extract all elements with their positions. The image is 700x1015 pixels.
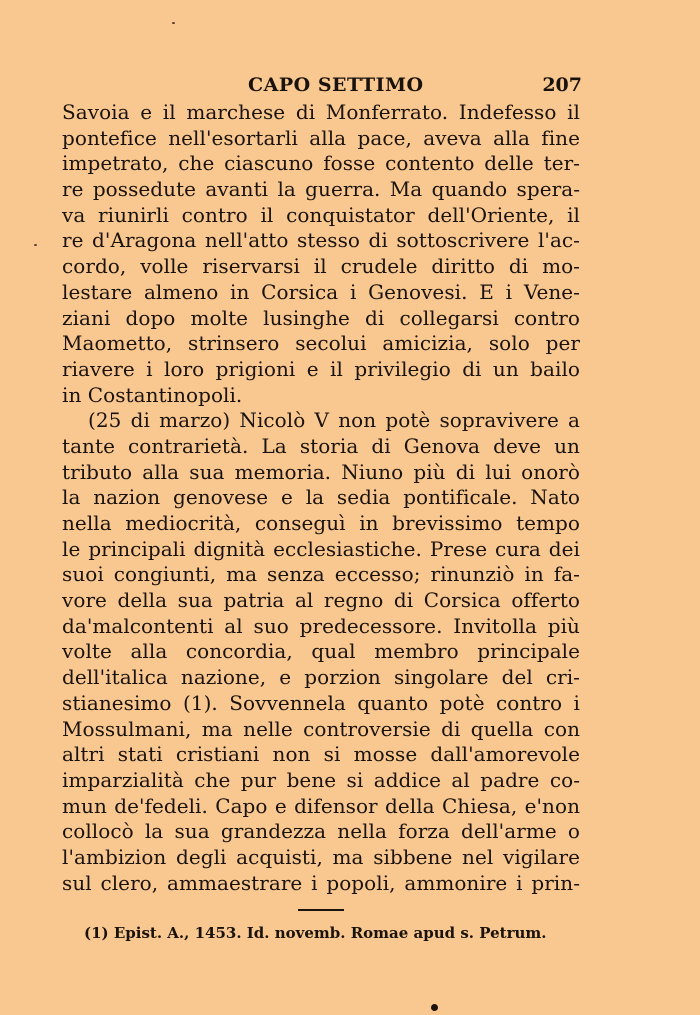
text-line: tante contrarietà. La storia di Genova deve un xyxy=(62,433,580,458)
text-line: (25 di marzo) Nicolò V non potè sopravivere a xyxy=(88,408,580,433)
text-line: riavere i loro prigioni e il privilegio di un bailo xyxy=(62,356,580,381)
text-line: volte alla concordia, qual membro principale xyxy=(62,639,580,664)
text-line: re possedute avanti la guerra. Ma quando spera- xyxy=(62,177,580,202)
text-line: da'malcontenti al suo predecessore. Invitolla più xyxy=(62,613,580,638)
page-header xyxy=(62,70,580,100)
footnote: (1) Epist. A., 1453. Id. novemb. Romae apud s. Petrum. xyxy=(84,924,547,943)
text-line: dell'italica nazione, e porzion singolare del cri- xyxy=(62,665,580,690)
text-line: tributo alla sua memoria. Niuno più di lui onorò xyxy=(62,459,580,484)
book-page xyxy=(62,70,580,942)
text-line: in Costantinopoli. xyxy=(62,382,243,407)
text-line: collocò la sua grandezza nella forza dell'arme o xyxy=(62,819,580,844)
page-number: 207 xyxy=(542,74,582,96)
text-line: le principali dignità ecclesiastiche. Prese cura dei xyxy=(62,536,580,561)
text-line: l'ambizion degli acquisti, ma sibbene nel vigilare xyxy=(62,844,580,869)
text-line: va riunirli contro il conquistator dell'Oriente, il xyxy=(62,202,580,227)
page-speck xyxy=(431,1004,438,1011)
text-line: nella mediocrità, conseguì in brevissimo tempo xyxy=(62,511,580,535)
text-line: suoi congiunti, ma senza eccesso; rinunziò in fa- xyxy=(62,562,580,587)
text-line: re d'Aragona nell'atto stesso di sottoscrivere l'ac- xyxy=(62,228,580,253)
body-text xyxy=(62,100,580,896)
text-line: sul clero, ammaestrare i popoli, ammonire i prin- xyxy=(62,870,580,895)
running-title: CAPO SETTIMO xyxy=(248,74,424,96)
text-line: ziani dopo molte lusinghe di collegarsi contro xyxy=(62,305,580,330)
text-line: altri stati cristiani non si mosse dall'amorevole xyxy=(62,742,580,767)
text-line: impetrato, che ciascuno fosse contento delle ter- xyxy=(62,151,580,176)
text-line: Maometto, strinsero secolui amicizia, solo per xyxy=(62,331,580,356)
footnote-rule xyxy=(298,909,344,911)
text-line: imparzialità che pur bene si addice al padre co- xyxy=(62,767,580,792)
text-line: vore della sua patria al regno di Corsica offerto xyxy=(62,588,580,613)
text-line: pontefice nell'esortarli alla pace, aveva alla fine xyxy=(62,125,580,150)
text-line: lestare almeno in Corsica i Genovesi. E i Vene- xyxy=(62,279,580,304)
text-line: stianesimo (1). Sovvennela quanto potè contro i xyxy=(62,690,580,715)
text-line: cordo, volle riservarsi il crudele diritto di mo- xyxy=(62,254,580,279)
paper-speck xyxy=(172,22,175,24)
text-line: Mossulmani, ma nelle controversie di quella con xyxy=(62,716,580,741)
text-line: la nazion genovese e la sedia pontificale. Nato xyxy=(62,485,580,510)
text-line: mun de'fedeli. Capo e difensor della Chiesa, e'non xyxy=(62,793,580,818)
text-line: Savoia e il marchese di Monferrato. Indefesso il xyxy=(62,100,580,124)
paper-speck xyxy=(34,244,37,246)
